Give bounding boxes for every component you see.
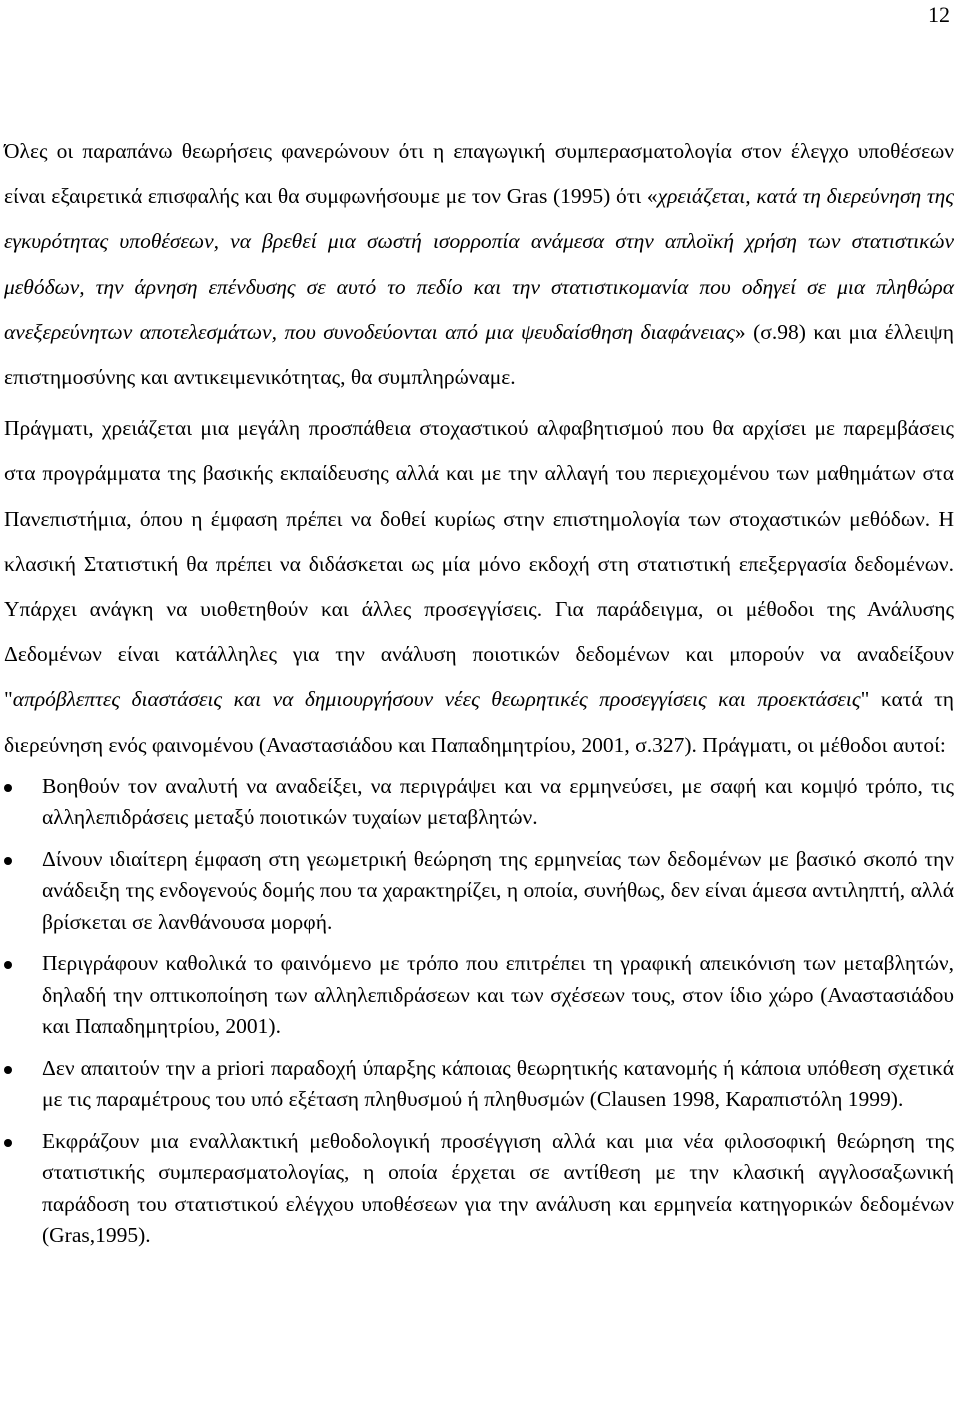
bullet-text: Βοηθούν τον αναλυτή να αναδείξει, να περιγράψει και να ερμηνεύσει, με σαφή και κομψό τρόπο, τις αλληλεπιδράσεις μεταξύ ποιοτικών τυχαίων μεταβλητών. [42,773,954,830]
gras-quote: χρειάζεται, κατά τη διερεύνηση της εγκυρότητας υποθέσεων, να βρεθεί μια σωστή ισορροπία ανάμεσα στην απλοϊκή χρήση των στατιστικών μεθόδων, την άρνηση επένδυσης σε αυτό το πεδίο και την στατιστικομανία που οδηγεί σε μια πληθώρα ανεξερεύνητων αποτελεσμάτων, που συνοδεύονται από μια ψευδαίσθηση διαφάνειας [4,184,954,344]
paragraph-intro-outro: » (σ.98) και μια έλλειψη επιστημοσύνης και αντικειμενικότητας, θα συμπληρώναμε. [4,319,955,390]
bullet-item [4,948,954,1043]
paragraph-intro [4,129,954,400]
bullet-text: Περιγράφουν καθολικά το φαινόμενο με τρόπο που επιτρέπει τη γραφική απεικόνιση των μεταβλητών, δηλαδή την οπτικοποίηση των αλληλεπιδράσεων και των σχέσεων τους, στον ίδιο χώρο (Αναστασιάδου και Παπαδημητρίου, 2001). [42,951,954,1039]
paragraph-literacy-outro: " κατά τη διερεύνηση ενός φαινομένου (Αναστασιάδου και Παπαδημητρίου, 2001, σ.327). Πράγματι, οι μέθοδοι αυτοί: [4,687,954,757]
paragraph-intro-text: Όλες οι παραπάνω θεωρήσεις φανερώνουν ότι η επαγωγική συμπερασματολογία στον έλεγχο υποθέσεων είναι εξαιρετικά επισφαλής και θα συμφωνήσουμε με τον Gras (1995) ότι « [4,139,954,209]
bullet-item [4,771,954,834]
bullet-icon [4,1066,12,1074]
data-analysis-quote: απρόβλεπτες διαστάσεις και να δημιουργήσουν νέες θεωρητικές προσεγγίσεις και προεκτάσεις [12,687,861,712]
paragraph-literacy [4,406,954,768]
page-number: 12 [928,2,950,27]
bullet-text: Δίνουν ιδιαίτερη έμφαση στη γεωμετρική θεώρηση της ερμηνείας των δεδομένων με βασικό σκοπό την ανάδειξη της ενδογενούς δομής που τα χαρακτηρίζει, η οποία, συνήθως, δεν είναι άμεσα αντιληπτή, αλλά βρίσκεται σε λανθάνουσα μορφή. [42,846,954,934]
bullet-icon [4,1139,12,1147]
bullet-text: Δεν απαιτούν την a priori παραδοχή ύπαρξης κάποιας θεωρητικής κατανομής ή κάποια υπόθεση σχετικά με τις παραμέτρους του υπό εξέταση πληθυσμού ή πληθυσμών (Clausen 1998, Καραπιστόλη 1999). [42,1055,954,1112]
bullet-text: Εκφράζουν μια εναλλακτική μεθοδολογική προσέγγιση αλλά και μια νέα φιλοσοφική θεώρηση της στατιστικής συμπερασματολογίας, η οποία έρχεται σε αντίθεση με την κλασική αγγλοσαξωνική παράδοση του στατιστικού ελέγχου υποθέσεων για την ανάλυση και ερμηνεία κατηγορικών δεδομένων (Gras,1995). [42,1128,954,1248]
bullet-item [4,1053,954,1116]
bullet-icon [4,857,12,865]
bullet-icon [4,961,12,969]
methods-bullet-list [4,771,954,1252]
paragraph-literacy-text: Πράγματι, χρειάζεται μια μεγάλη προσπάθεια στοχαστικού αλφαβητισμού που θα αρχίσει με παρεμβάσεις στα προγράμματα της βασικής εκπαίδευσης αλλά και με την αλλαγή του περιεχομένου των μαθημάτων στα Πανεπιστήμια, όπου η έμφαση πρέπει να δοθεί κυρίως στην επιστημολογία των στοχαστικών μεθόδων. Η κλασική Στατιστική θα πρέπει να διδάσκεται ως μία μόνο εκδοχή στη στατιστική επεξεργασία δεδομένων. Υπάρχει ανάγκη να υιοθετηθούν και άλλες προσεγγίσεις. Για παράδειγμα, οι μέθοδοι της Ανάλυσης Δεδομένων είναι κατάλληλες για την ανάλυση ποιοτικών δεδομένων και μπορούν να αναδείξουν " [4,416,954,712]
bullet-item [4,1126,954,1252]
bullet-item [4,844,954,939]
bullet-icon [4,784,12,792]
document-body [4,129,954,1262]
